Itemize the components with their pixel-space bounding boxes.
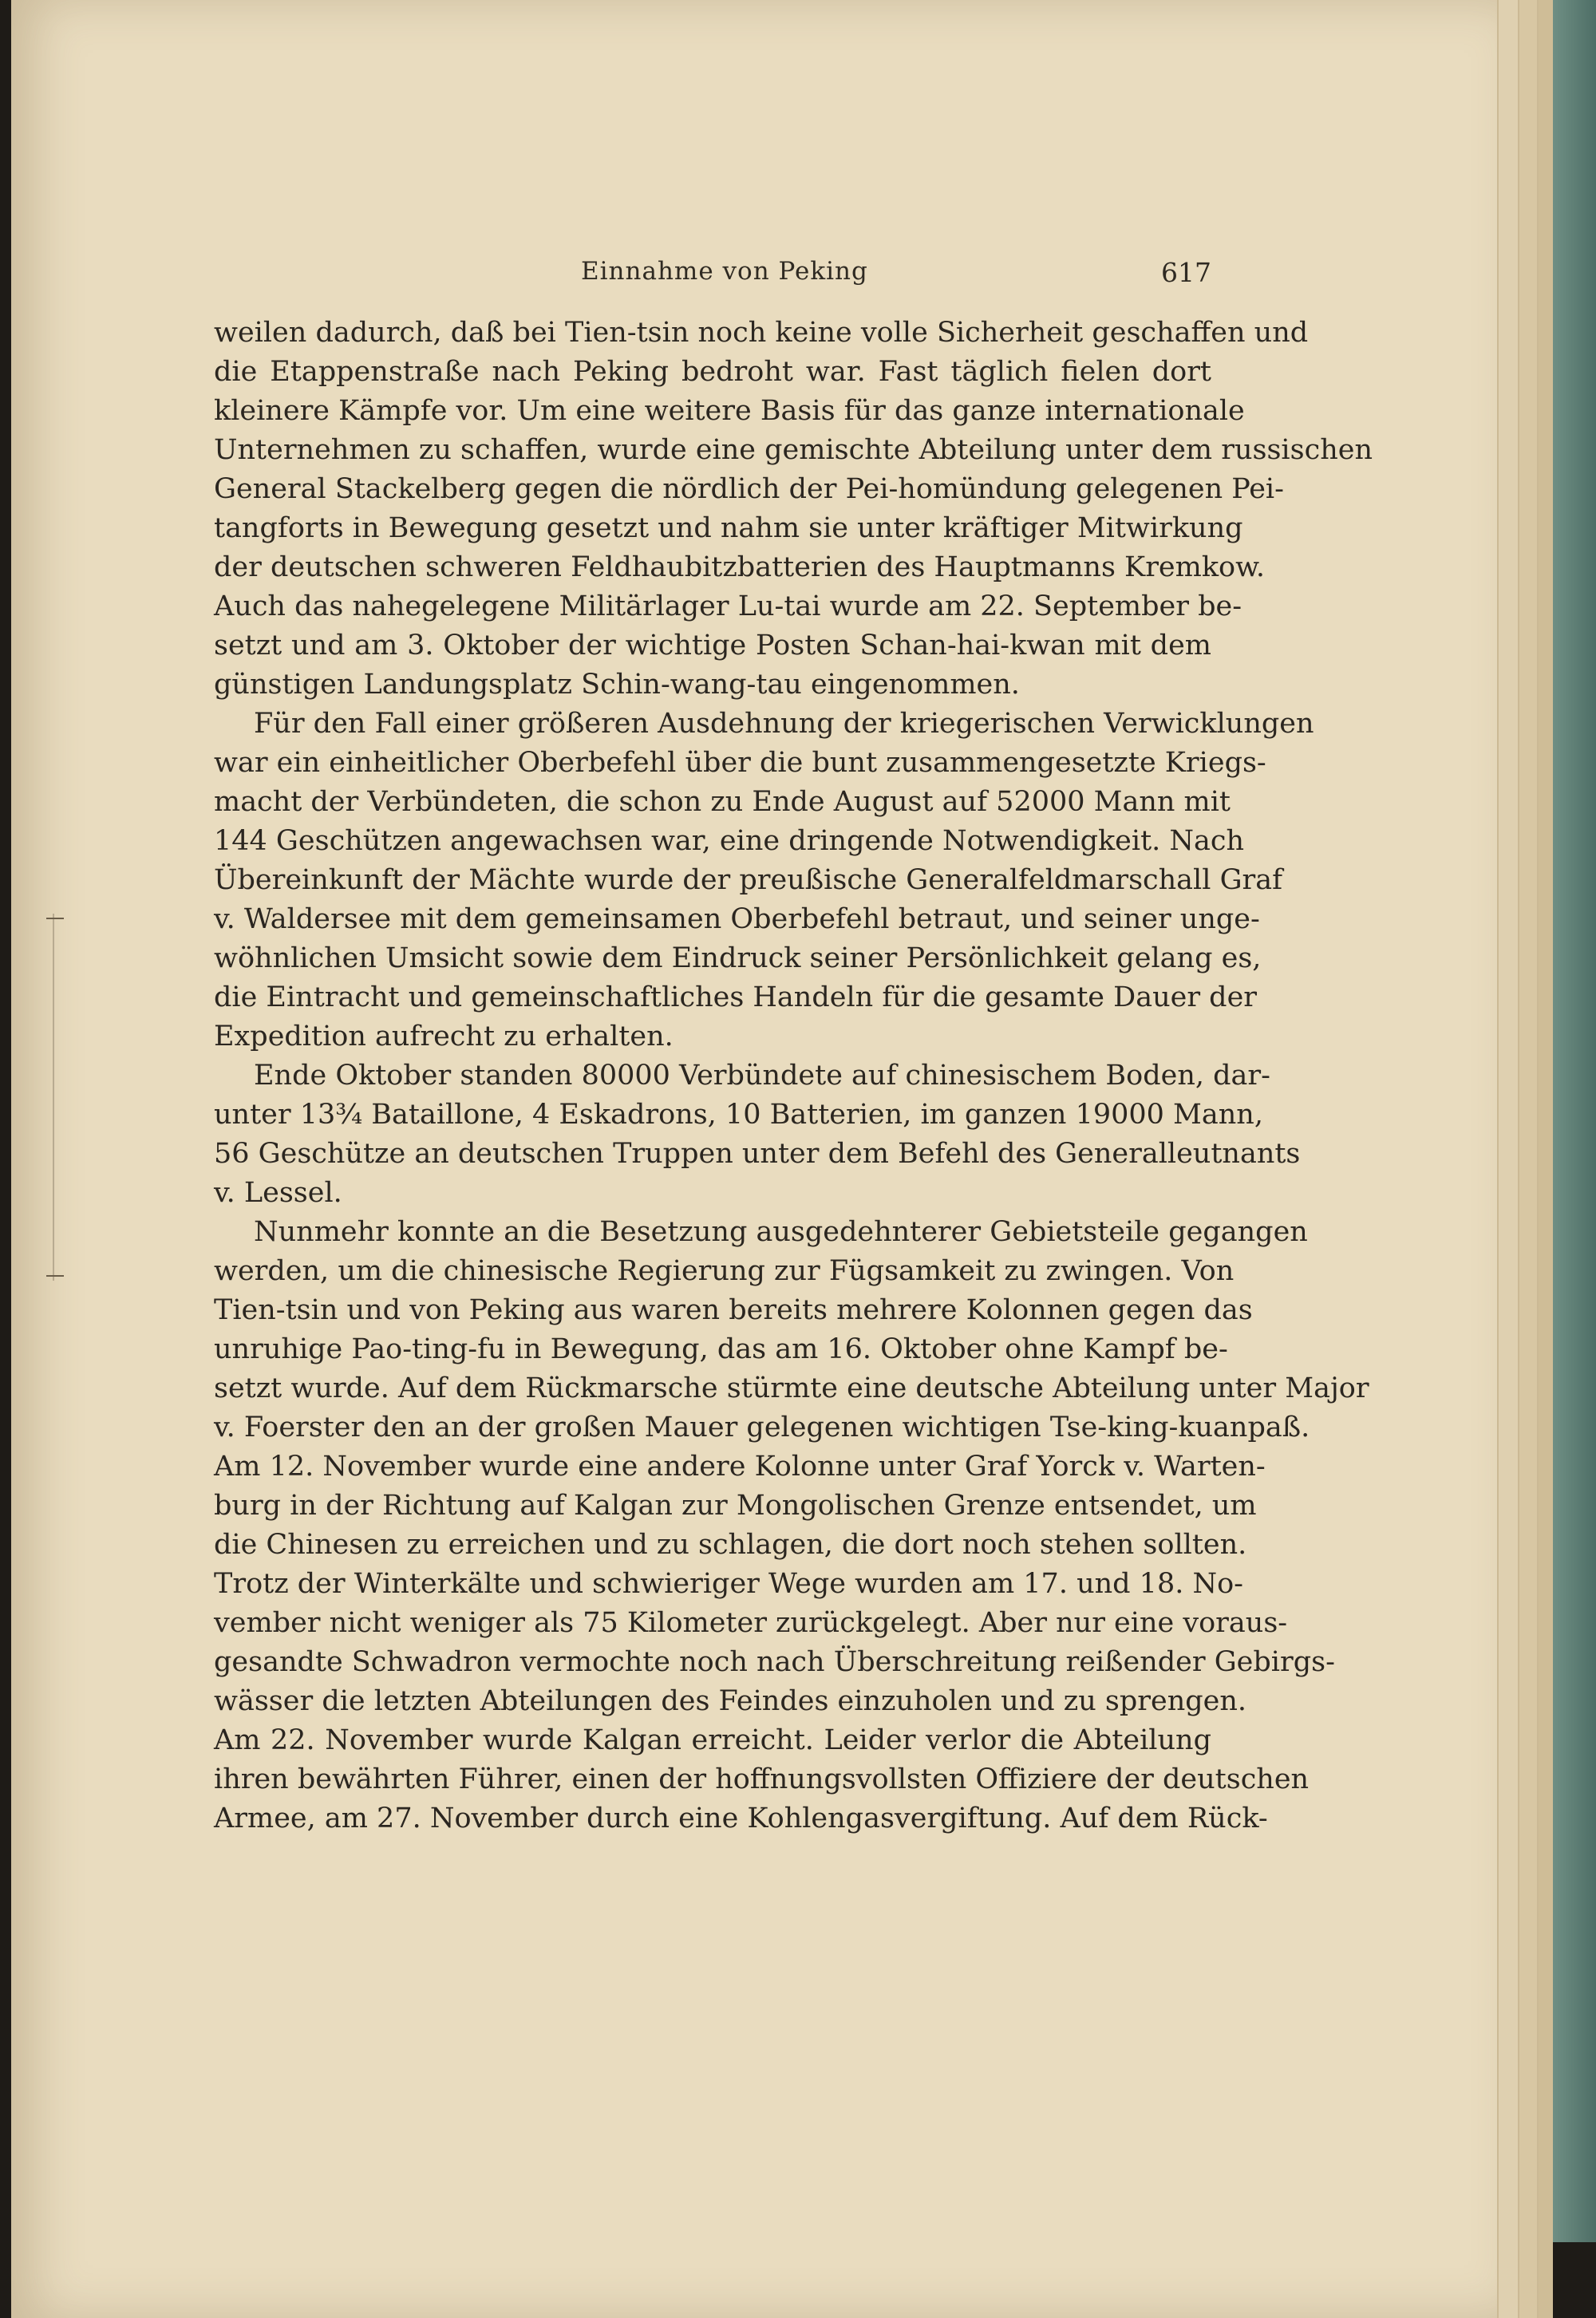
paragraph-first-line: Nunmehr konnte an die Besetzung ausgedehnterer Gebietsteile gegangen (254, 1216, 1308, 1248)
scan-background-corner (1553, 2242, 1596, 2318)
text-line: weilen dadurch, daß bei Tien-tsin noch keine volle Sicherheit geschaffen und (214, 317, 1309, 349)
margin-tick (46, 1275, 64, 1277)
text-line: der deutschen schweren Feldhaubitzbatterien des Hauptmanns Kremkow. (214, 551, 1266, 583)
body-text (214, 314, 1373, 1838)
text-line: gesandte Schwadron vermochte noch nach Überschreitung reißender Gebirgs- (214, 1646, 1335, 1678)
page-edge-stack (1518, 0, 1539, 2318)
page-edge-stack (1537, 0, 1555, 2318)
text-line: die Chinesen zu erreichen und zu schlagen, die dort noch stehen sollten. (214, 1529, 1247, 1561)
page-number: 617 (1161, 257, 1211, 288)
page-edge-stack (1497, 0, 1519, 2318)
text-line: günstigen Landungsplatz Schin-wang-tau eingenommen. (214, 669, 1020, 701)
margin-line (53, 914, 54, 1281)
text-line: Unternehmen zu schaffen, wurde eine gemischte Abteilung unter dem russischen (214, 434, 1373, 466)
text-line: unter 13¾ Bataillone, 4 Eskadrons, 10 Batterien, im ganzen 19000 Mann, (214, 1099, 1263, 1131)
text-line: Auch das nahegelegene Militärlager Lu-tai wurde am 22. September be- (214, 590, 1242, 622)
text-line: v. Lessel. (214, 1177, 342, 1209)
text-line: werden, um die chinesische Regierung zur Fügsamkeit zu zwingen. Von (214, 1255, 1235, 1287)
text-line: Übereinkunft der Mächte wurde der preußische Generalfeldmarschall Graf (214, 864, 1283, 896)
text-line: Am 12. November wurde eine andere Kolonne unter Graf Yorck v. Warten- (214, 1451, 1266, 1483)
text-line: vember nicht weniger als 75 Kilometer zurückgelegt. Aber nur eine voraus- (214, 1607, 1288, 1639)
text-line: wöhnlichen Umsicht sowie dem Eindruck seiner Persönlichkeit gelang es, (214, 942, 1262, 974)
text-line: setzt wurde. Auf dem Rückmarsche stürmte eine deutsche Abteilung unter Major (214, 1372, 1369, 1404)
book-cover-edge (1553, 0, 1596, 2318)
text-line: kleinere Kämpfe vor. Um eine weitere Basis für das ganze internationale (214, 395, 1245, 427)
text-line: v. Foerster den an der großen Mauer gelegenen wichtigen Tse-king-kuanpaß. (214, 1412, 1310, 1443)
text-line: 144 Geschützen angewachsen war, eine dringende Notwendigkeit. Nach (214, 825, 1245, 857)
text-line: Armee, am 27. November durch eine Kohlengasvergiftung. Auf dem Rück- (214, 1803, 1268, 1834)
text-line: unruhige Pao-ting-fu in Bewegung, das am 16. Oktober ohne Kampf be- (214, 1333, 1228, 1365)
text-line: die Eintracht und gemeinschaftliches Handeln für die gesamte Dauer der (214, 981, 1258, 1013)
text-line: macht der Verbündeten, die schon zu Ende August auf 52000 Mann mit (214, 786, 1231, 818)
text-line: General Stackelberg gegen die nördlich der Pei-homündung gelegenen Pei- (214, 473, 1284, 505)
text-line: Am 22. November wurde Kalgan erreicht. Leider verlor die Abteilung (214, 1724, 1211, 1756)
paragraph-first-line: Ende Oktober standen 80000 Verbündete auf chinesischem Boden, dar- (254, 1060, 1270, 1092)
text-line: Trotz der Winterkälte und schwieriger Wege wurden am 17. und 18. No- (214, 1568, 1243, 1600)
paragraph-first-line: Für den Fall einer größeren Ausdehnung der kriegerischen Verwicklungen (254, 708, 1314, 740)
text-line: war ein einheitlicher Oberbefehl über die bunt zusammengesetzte Kriegs- (214, 747, 1266, 779)
text-line: die Etappenstraße nach Peking bedroht war. Fast täglich fielen dort (214, 356, 1211, 388)
text-line: ihren bewährten Führer, einen der hoffnungsvollsten Offiziere der deutschen (214, 1763, 1310, 1795)
text-line: tangforts in Bewegung gesetzt und nahm sie unter kräftiger Mitwirkung (214, 512, 1243, 544)
running-head: Einnahme von Peking (581, 257, 868, 286)
text-line: 56 Geschütze an deutschen Truppen unter dem Befehl des Generalleutnants (214, 1138, 1301, 1170)
text-line: burg in der Richtung auf Kalgan zur Mongolischen Grenze entsendet, um (214, 1490, 1257, 1522)
text-line: v. Waldersee mit dem gemeinsamen Oberbefehl betraut, und seiner unge- (214, 903, 1260, 935)
page-header (214, 257, 1211, 289)
text-line: Tien-tsin und von Peking aus waren bereits mehrere Kolonnen gegen das (214, 1294, 1253, 1326)
text-line: setzt und am 3. Oktober der wichtige Posten Schan-hai-kwan mit dem (214, 630, 1211, 661)
text-line: wässer die letzten Abteilungen des Feindes einzuholen und zu sprengen. (214, 1685, 1247, 1717)
text-line: Expedition aufrecht zu erhalten. (214, 1021, 674, 1052)
scan-edge-left (0, 0, 11, 2318)
margin-tick (46, 918, 64, 919)
